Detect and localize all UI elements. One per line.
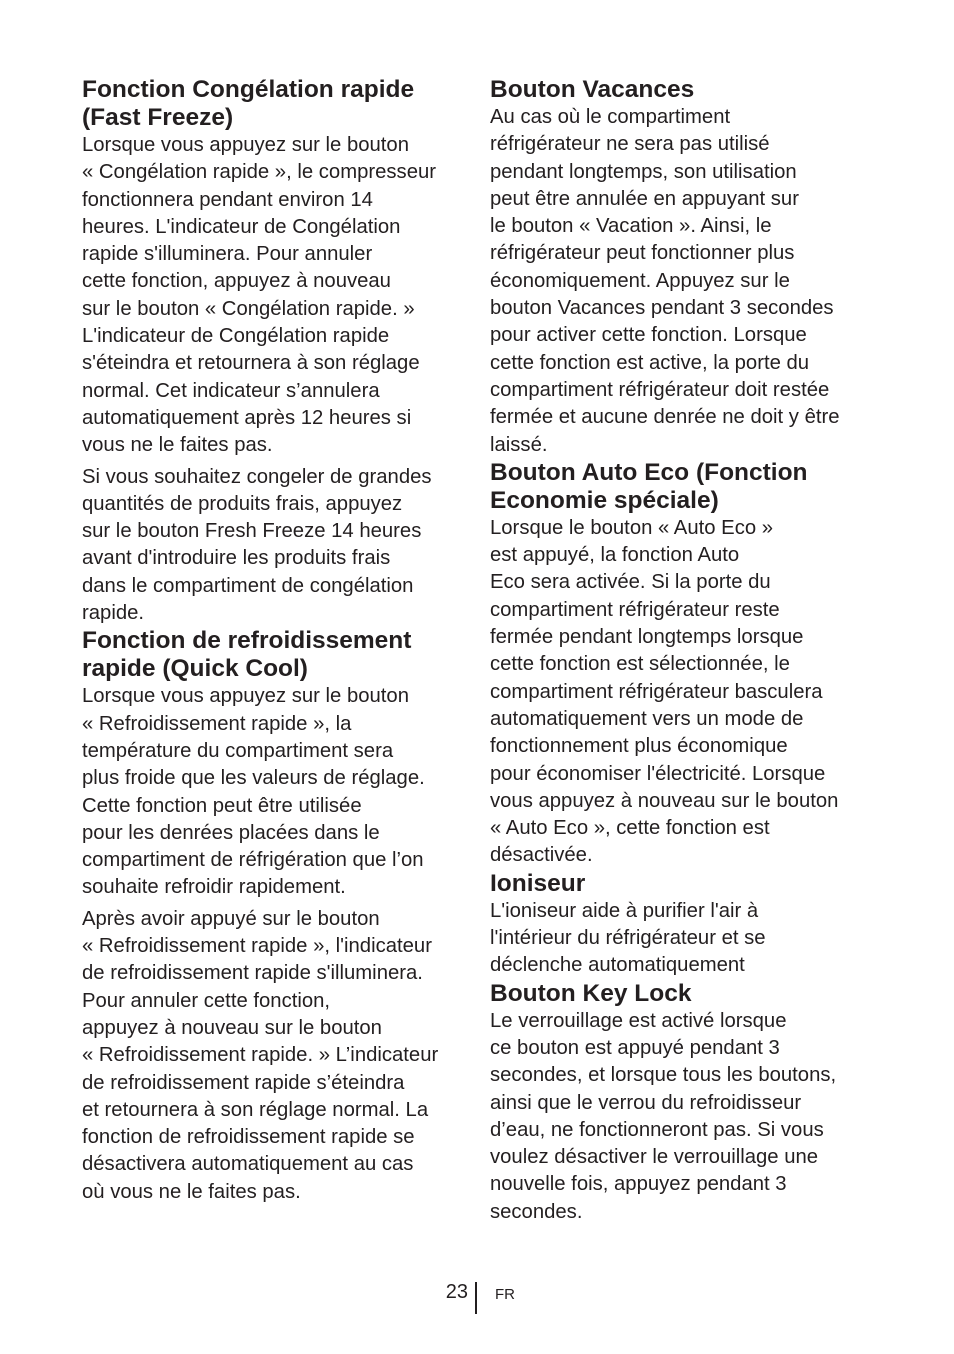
language-label: FR [495,1286,515,1303]
right-column [490,76,876,1226]
left-column [82,76,468,1206]
section-title-vacation: Bouton Vacances [490,76,695,103]
paragraph-vacation-1: Au cas où le compartiment réfrigérateur ne sera pas utilisé pendant longtemps, son utilisation peut être annulée en appuyant sur le bouton « Vacation ». Ainsi, le réfrigérateur peut fonctionner plus économiquement. Appuyez sur le bouton Vacances pendant 3 secondes pour activer cette fonction. Lorsque cette fonction est active, la porte du compartiment réfrigérateur doit restée fermée et aucune denrée ne doit y être laissé. [490,106,840,456]
section-ioniser [490,870,876,980]
page-number: 23 [445,1281,468,1303]
footer-divider [475,1282,477,1314]
section-quick-cool [82,627,468,1206]
section-title-ioniser: Ioniseur [490,869,586,897]
section-title-quick-cool: Fonction de refroidissement rapide (Quick Cool) [82,627,412,683]
section-auto-eco [490,459,876,870]
section-vacation [490,76,876,459]
paragraph-quick-cool-1: Lorsque vous appuyez sur le bouton « Refroidissement rapide », la température du compartiment sera plus froide que les valeurs de réglage. Cette fonction peut être utilisée pour les denrées placées dans le compartiment de réfrigération que l’on souhaite refroidir rapidement. [82,685,425,899]
paragraph-key-lock-1: Le verrouillage est activé lorsque ce bouton est appuyé pendant 3 secondes, et lorsque tous les boutons, ainsi que le verrou du refroidisseur d’eau, ne fonctionneront pas. Si vous voulez désactiver le verrouillage une nouvelle fois, appuyez pendant 3 secondes. [490,1009,837,1223]
paragraph-ioniser-1: L'ioniseur aide à purifier l'air à l'intérieur du réfrigérateur et se déclenche automatiquement [490,899,766,977]
section-title-auto-eco: Bouton Auto Eco (Fonction Economie spéciale) [490,458,808,514]
paragraph-auto-eco-1: Lorsque le bouton « Auto Eco » est appuyé, la fonction Auto Eco sera activée. Si la porte du compartiment réfrigérateur reste fermée pendant longtemps lorsque cette fonction est sélectionnée, le compartiment réfrigérateur basculera automatiquement vers un mode de fonctionnement plus économique pour économiser l'électricité. Lorsque vous appuyez à nouveau sur le bouton « Auto Eco », cette fonction est désactivée. [490,516,839,867]
paragraph-quick-cool-2: Après avoir appuyé sur le bouton « Refroidissement rapide », l'indicateur de refroidissement rapide s'illuminera. Pour annuler cette fonction, appuyez à nouveau sur le bouton « Refroidissement rapide. » L’indicateur de refroidissement rapide s’éteindra et retournera à son réglage normal. La fonction de refroidissement rapide se désactivera automatiquement au cas où vous ne le faites pas. [82,907,439,1203]
section-title-key-lock: Bouton Key Lock [490,979,692,1007]
section-fast-freeze [82,76,468,627]
paragraph-fast-freeze-1: Lorsque vous appuyez sur le bouton « Congélation rapide », le compresseur fonctionnera pendant environ 14 heures. L'indicateur de Congélation rapide s'illuminera. Pour annuler cette fonction, appuyez à nouveau sur le bouton « Congélation rapide. » L'indicateur de Congélation rapide s'éteindra et retournera à son réglage normal. Cet indicateur s’annulera automatiquement après 12 heures si vous ne le faites pas. [82,134,437,457]
paragraph-fast-freeze-2: Si vous souhaitez congeler de grandes quantités de produits frais, appuyez sur le bouton Fresh Freeze 14 heures avant d'introduire les produits frais dans le compartiment de congélation rapide. [82,465,432,625]
section-key-lock [490,980,876,1226]
section-title-fast-freeze: Fonction Congélation rapide (Fast Freeze) [82,76,415,131]
